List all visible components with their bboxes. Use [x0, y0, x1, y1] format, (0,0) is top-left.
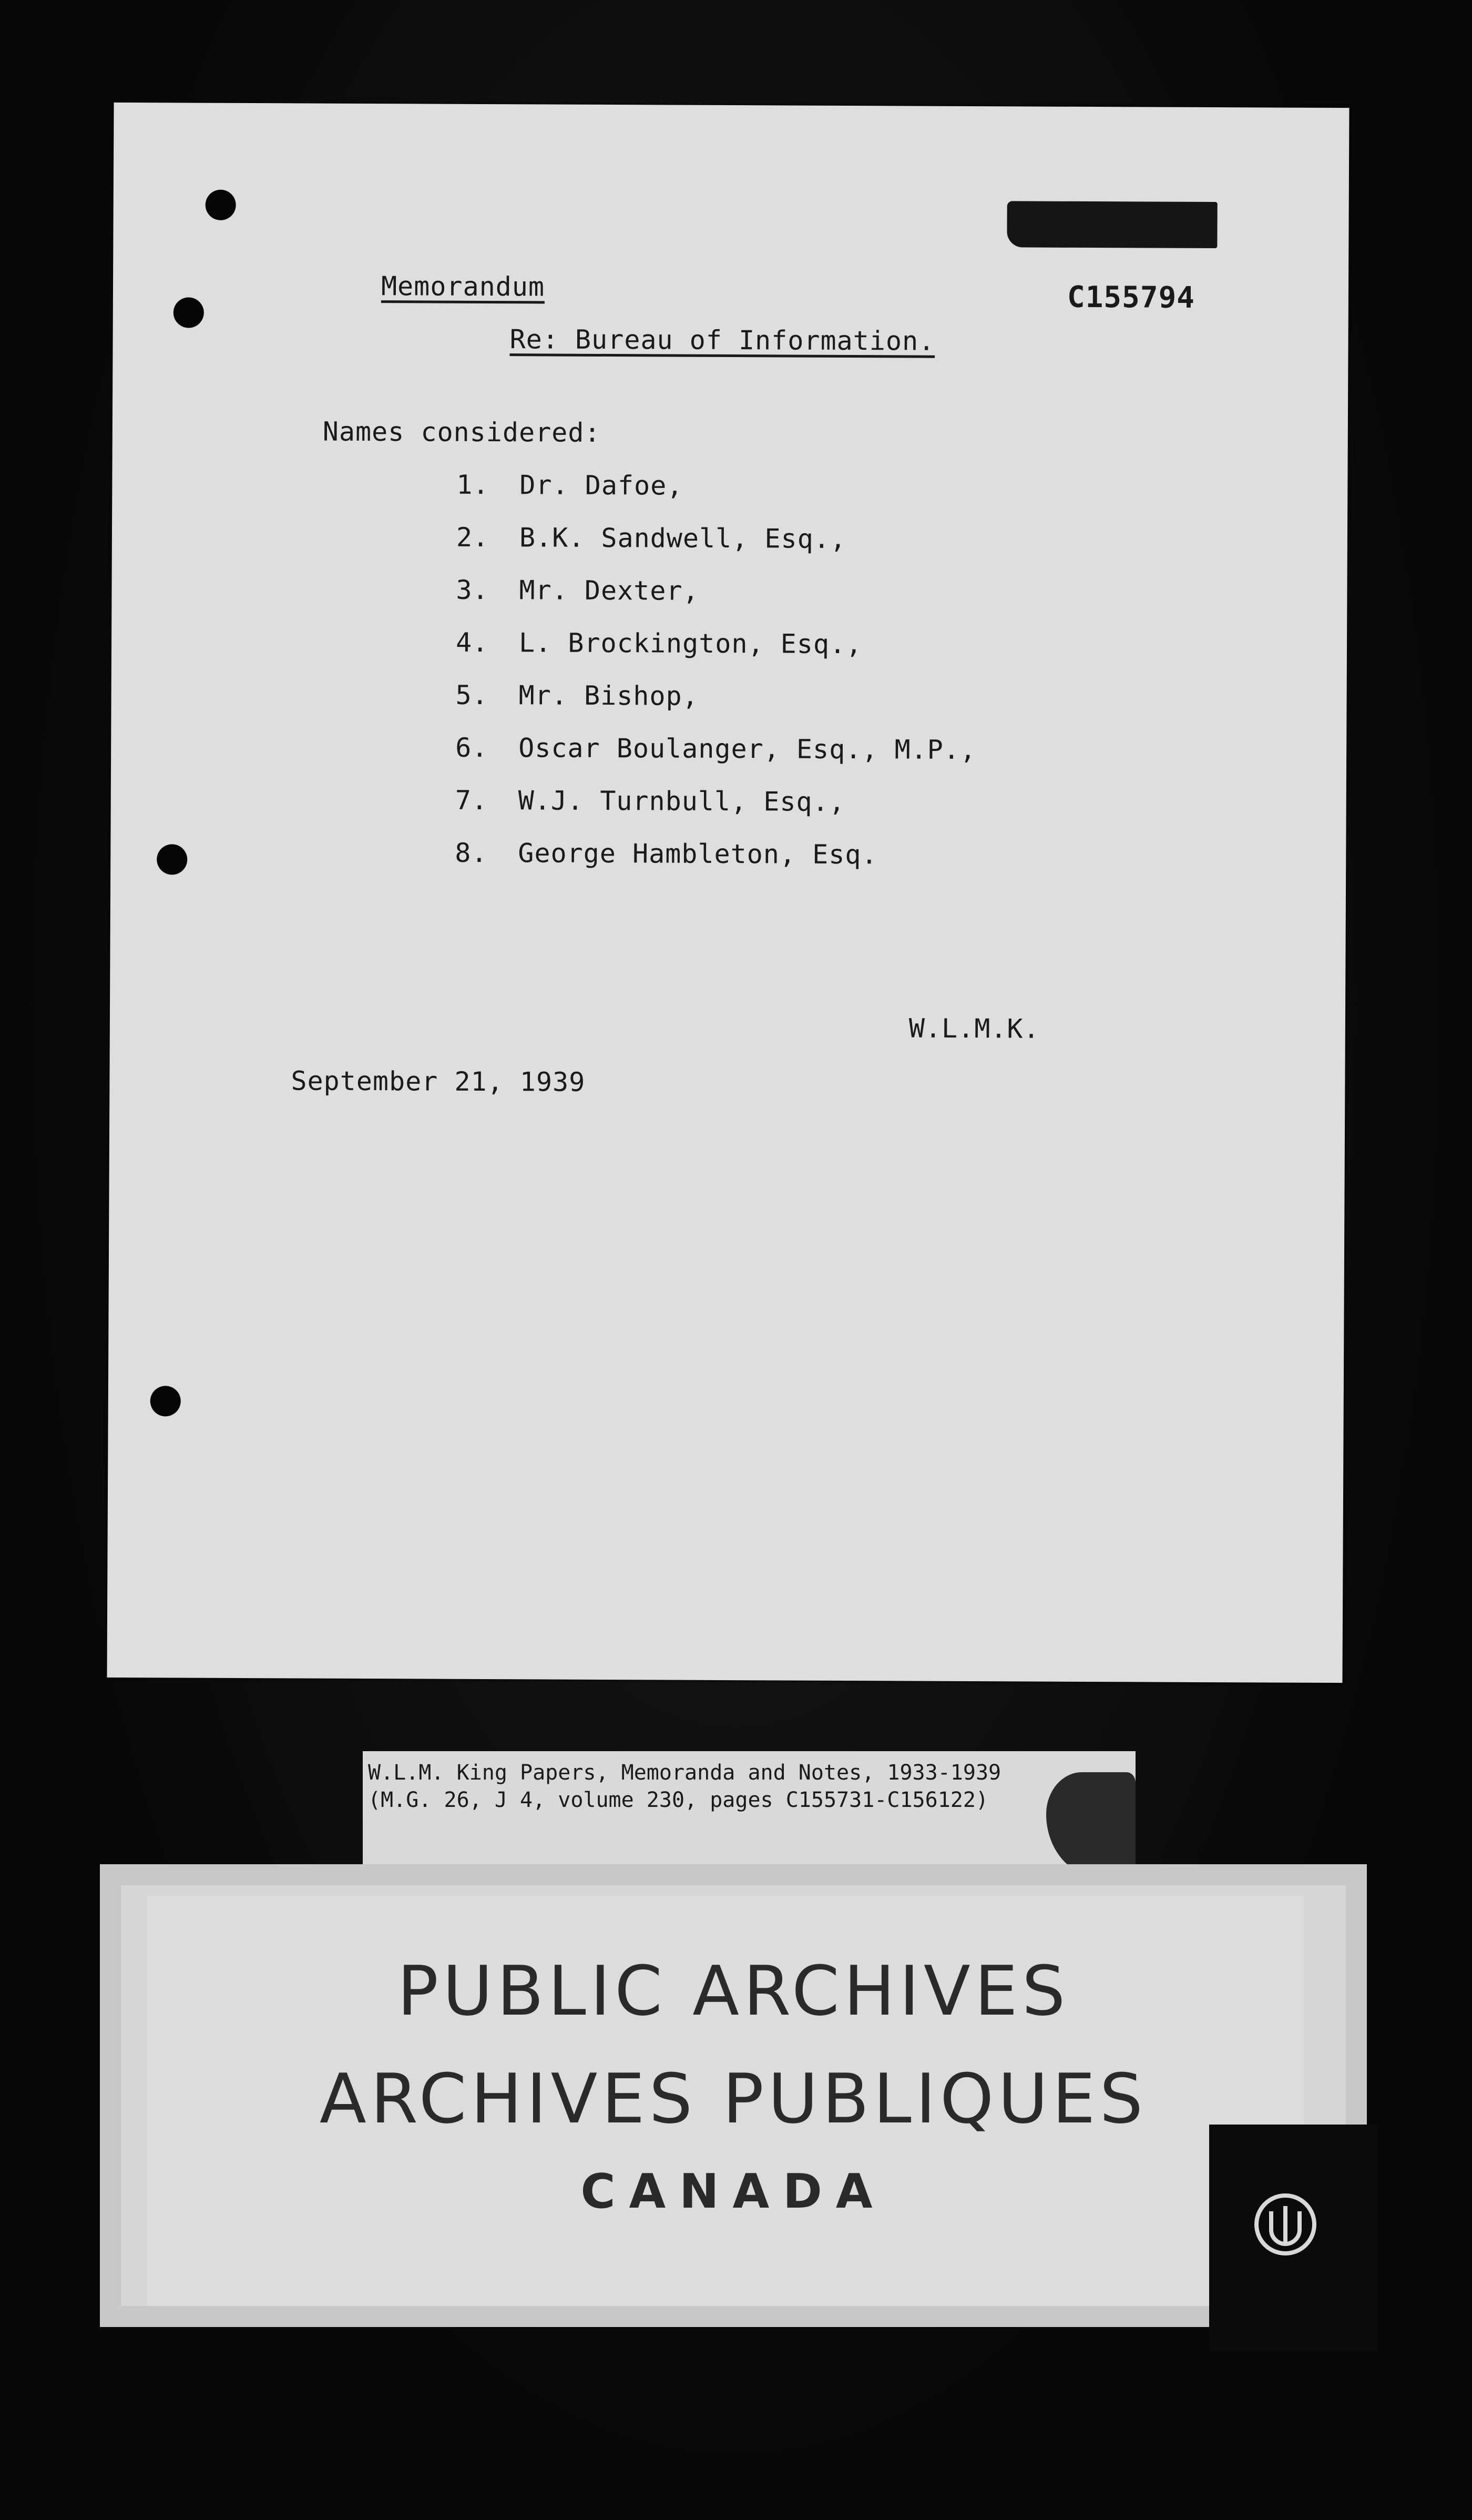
list-item-name: Mr. Dexter,	[519, 575, 699, 606]
torn-corner	[1046, 1772, 1136, 1877]
card-line-country: CANADA	[580, 2164, 886, 2219]
list-item-number: 4.	[455, 627, 489, 658]
list-item-name: Oscar Boulanger, Esq., M.P.,	[518, 733, 977, 766]
reference-line-1: W.L.M. King Papers, Memoranda and Notes, 1933-1939	[368, 1761, 1001, 1785]
names-intro: Names considered:	[322, 416, 601, 448]
list-item-number: 7.	[455, 785, 488, 816]
list-item-name: Dr. Dafoe,	[519, 470, 683, 501]
list-item-number: 5.	[455, 679, 488, 711]
card-line-english: PUBLIC ARCHIVES	[397, 1951, 1070, 2031]
list-item-number: 8.	[455, 837, 488, 869]
document-number: C155794	[1067, 280, 1195, 315]
list-item-name: W.J. Turnbull, Esq.,	[518, 785, 845, 817]
memo-title: Memorandum	[381, 271, 545, 302]
archival-reference-label	[363, 1751, 1136, 1869]
memorandum-sheet	[107, 103, 1349, 1683]
list-item-number: 2.	[456, 522, 489, 553]
list-item-number: 1.	[456, 469, 489, 501]
punch-hole	[173, 297, 204, 328]
signature-initials: W.L.M.K.	[908, 1013, 1040, 1044]
archives-card	[100, 1864, 1367, 2327]
list-item-number: 3.	[456, 574, 489, 606]
list-item-name: Mr. Bishop,	[518, 680, 699, 712]
memo-date: September 21, 1939	[291, 1065, 586, 1098]
archives-logo-icon	[1251, 2190, 1320, 2259]
memo-subject: Re: Bureau of Information.	[509, 324, 935, 357]
list-item-number: 6.	[455, 732, 488, 764]
punch-hole	[157, 844, 187, 875]
punch-hole	[206, 190, 236, 220]
list-item-name: George Hambleton, Esq.	[518, 838, 878, 870]
redacted-stamp	[1007, 201, 1217, 248]
list-item-name: B.K. Sandwell, Esq.,	[519, 522, 847, 554]
card-line-french: ARCHIVES PUBLIQUES	[319, 2059, 1148, 2139]
punch-hole	[150, 1386, 181, 1416]
reference-line-2: (M.G. 26, J 4, volume 230, pages C155731-C156122)	[368, 1788, 989, 1812]
list-item-name: L. Brockington, Esq.,	[518, 627, 863, 660]
